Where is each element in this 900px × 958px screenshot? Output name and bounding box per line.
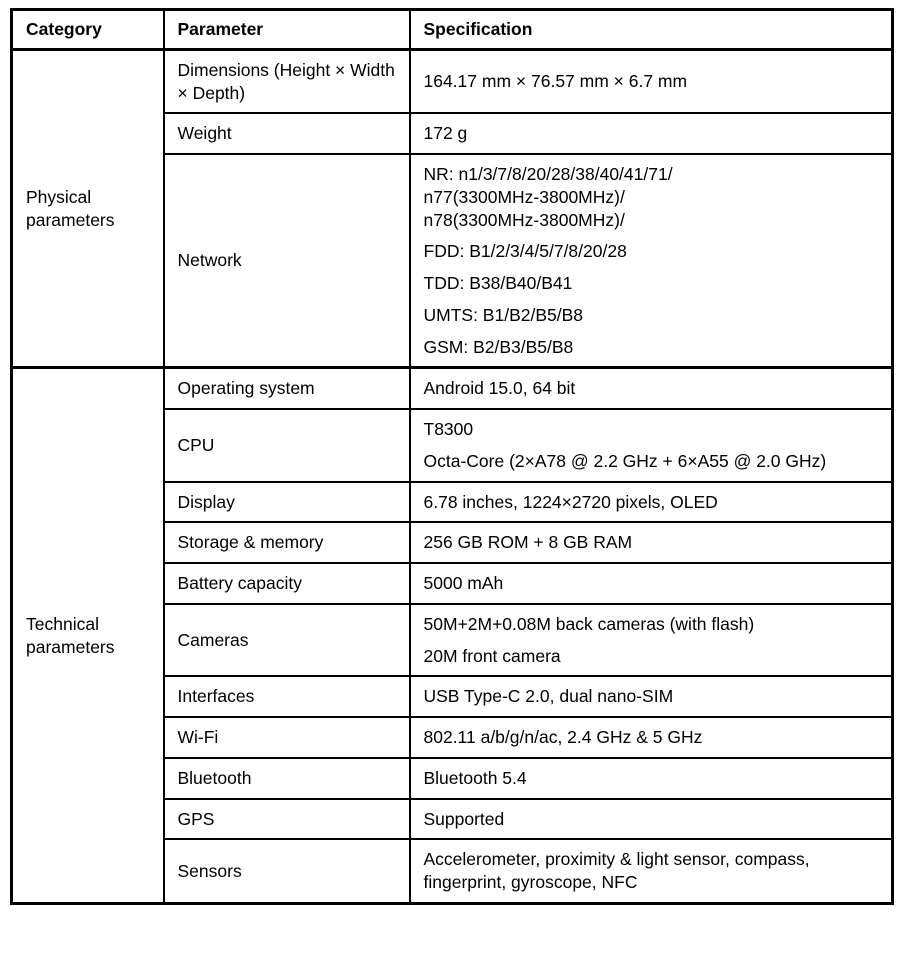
specification-line: Supported (423, 808, 505, 829)
parameter-cell: Wi-Fi (164, 717, 410, 758)
specification-cell (410, 604, 893, 677)
header-specification: Specification (410, 10, 893, 50)
specification-cell (410, 482, 893, 523)
spec-table-header (12, 10, 893, 50)
parameter-cell: Storage & memory (164, 522, 410, 563)
specification-line: T8300 (423, 419, 474, 439)
specification-cell (410, 717, 893, 758)
parameter-cell: GPS (164, 799, 410, 840)
spec-table (10, 8, 894, 905)
header-parameter: Parameter (164, 10, 410, 50)
specification-cell (410, 676, 893, 717)
specification-line: Bluetooth 5.4 (423, 767, 527, 788)
specification-cell (410, 154, 893, 368)
specification-cell (410, 839, 893, 903)
specification-line: 20M front camera (423, 645, 561, 666)
table-row (12, 368, 893, 409)
specification-line: Android 15.0, 64 bit (423, 378, 576, 399)
specification-cell (410, 368, 893, 409)
parameter-cell: Dimensions (Height × Width × Depth) (164, 49, 410, 113)
spec-table-body (12, 49, 893, 903)
specification-line: USB Type-C 2.0, dual nano-SIM (423, 686, 674, 707)
specification-line: 6.78 inches, 1224×2720 pixels, OLED (423, 491, 718, 512)
parameter-cell: Battery capacity (164, 563, 410, 604)
specification-cell (410, 758, 893, 799)
specification-line: GSM: B2/B3/B5/B8 (423, 336, 574, 357)
parameter-cell: Sensors (164, 839, 410, 903)
specification-line: 172 g (423, 123, 468, 144)
header-category: Category (12, 10, 164, 50)
specification-line: 164.17 mm × 76.57 mm × 6.7 mm (423, 71, 688, 92)
parameter-cell: Operating system (164, 368, 410, 409)
specification-line: Accelerometer, proximity & light sensor, compass, fingerprint, gyroscope, NFC (423, 849, 810, 892)
specification-line: TDD: B38/B40/B41 (423, 273, 573, 293)
category-cell: Technical parameters (12, 368, 164, 904)
specification-line: UMTS: B1/B2/B5/B8 (423, 304, 584, 325)
header-row (12, 10, 893, 50)
specification-line: 50M+2M+0.08M back cameras (with flash) (423, 613, 755, 634)
specification-line: NR: n1/3/7/8/20/28/38/40/41/71/ n77(3300MHz-3800MHz)/ n78(3300MHz-3800MHz)/ (423, 164, 673, 230)
parameter-cell: Interfaces (164, 676, 410, 717)
category-cell: Physical parameters (12, 49, 164, 368)
specification-line: 256 GB ROM + 8 GB RAM (423, 532, 633, 553)
specification-line: FDD: B1/2/3/4/5/7/8/20/28 (423, 241, 627, 262)
parameter-cell: Weight (164, 113, 410, 154)
parameter-cell: Bluetooth (164, 758, 410, 799)
parameter-cell: Display (164, 482, 410, 523)
specification-cell (410, 113, 893, 154)
parameter-cell: CPU (164, 409, 410, 482)
parameter-cell: Cameras (164, 604, 410, 677)
specification-cell (410, 49, 893, 113)
specification-cell (410, 409, 893, 482)
specification-line: 5000 mAh (423, 573, 504, 593)
specification-cell (410, 522, 893, 563)
specification-line: 802.11 a/b/g/n/ac, 2.4 GHz & 5 GHz (423, 727, 703, 747)
specification-cell (410, 799, 893, 840)
specification-line: Octa-Core (2×A78 @ 2.2 GHz + 6×A55 @ 2.0 GHz) (423, 450, 827, 471)
specification-cell (410, 563, 893, 604)
table-row (12, 49, 893, 113)
parameter-cell: Network (164, 154, 410, 368)
